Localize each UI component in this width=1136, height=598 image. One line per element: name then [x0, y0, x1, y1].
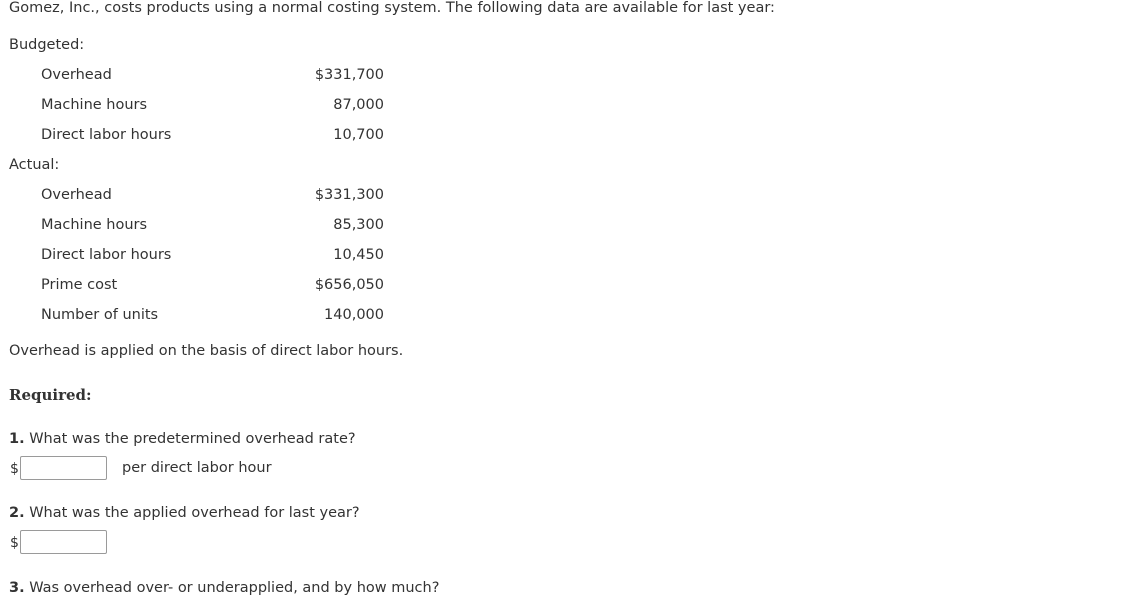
budgeted-machine-hours-label: Machine hours: [41, 97, 148, 113]
question-2-text: What was the applied overhead for last year?: [24, 505, 360, 521]
predetermined-overhead-rate-input[interactable]: [20, 456, 107, 480]
actual-prime-cost-value: $656,050: [314, 277, 384, 293]
question-1: [9, 431, 356, 447]
question-1-currency-symbol: $: [10, 461, 19, 477]
actual-label: Actual:: [9, 157, 60, 173]
question-2-number: 2.: [9, 505, 25, 521]
question-3-text: Was overhead over- or underapplied, and by how much?: [24, 580, 440, 596]
required-heading: Required:: [9, 386, 92, 404]
budgeted-direct-labor-hours-value: 10,700: [333, 127, 384, 143]
actual-prime-cost-label: Prime cost: [41, 277, 118, 293]
question-3: [9, 580, 439, 596]
question-2: [9, 505, 360, 521]
actual-direct-labor-hours-label: Direct labor hours: [41, 247, 172, 263]
rate-unit-label: per direct labor hour: [122, 460, 272, 476]
actual-number-of-units-value: 140,000: [324, 307, 384, 323]
actual-overhead-label: Overhead: [41, 187, 112, 203]
actual-direct-labor-hours-value: 10,450: [333, 247, 384, 263]
actual-number-of-units-label: Number of units: [41, 307, 159, 323]
question-2-currency-symbol: $: [10, 535, 19, 551]
budgeted-label: Budgeted:: [9, 37, 85, 53]
applied-overhead-input[interactable]: [20, 530, 107, 554]
budgeted-direct-labor-hours-label: Direct labor hours: [41, 127, 172, 143]
actual-machine-hours-label: Machine hours: [41, 217, 148, 233]
actual-machine-hours-value: 85,300: [333, 217, 384, 233]
problem-intro: Gomez, Inc., costs products using a normal costing system. The following data are available for last year:: [9, 0, 775, 16]
overhead-basis-note: Overhead is applied on the basis of direct labor hours.: [9, 343, 404, 359]
question-3-number: 3.: [9, 580, 25, 596]
budgeted-overhead-label: Overhead: [41, 67, 112, 83]
budgeted-overhead-value: $331,700: [314, 67, 384, 83]
budgeted-machine-hours-value: 87,000: [333, 97, 384, 113]
question-1-number: 1.: [9, 431, 25, 447]
question-1-text: What was the predetermined overhead rate?: [24, 431, 356, 447]
actual-overhead-value: $331,300: [314, 187, 384, 203]
